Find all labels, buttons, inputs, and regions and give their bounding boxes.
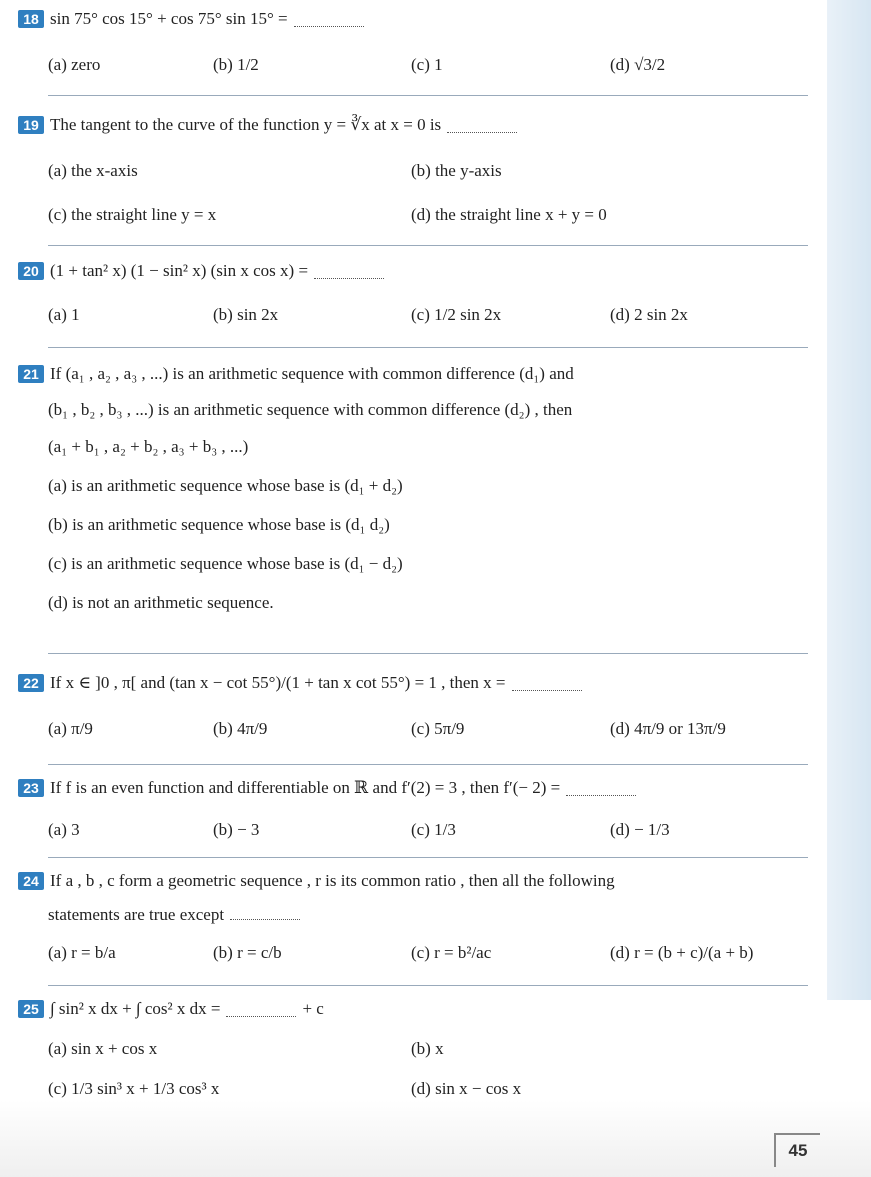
question-number: 25 [18,1000,44,1018]
option-d[interactable]: (d) √3/2 [610,55,666,74]
answer-blank [512,676,582,691]
question-number: 19 [18,116,44,134]
option-a[interactable]: (a) 1 [48,305,80,324]
question-stem-line: If a , b , c form a geometric sequence , r is its common ratio , then all the following [50,871,615,890]
option-d[interactable]: (d) 4π/9 or 13π/9 [610,719,726,738]
answer-blank [230,905,300,920]
option-a[interactable]: (a) the x-axis [48,161,138,180]
option-d[interactable]: (d) 2 sin 2x [610,305,688,324]
question-stem: sin 75° cos 15° + cos 75° sin 15° = [50,9,288,28]
option-a[interactable]: (a) is an arithmetic sequence whose base is (d₁ + d₂) [48,476,403,495]
question-24 [18,870,808,964]
option-c[interactable]: (c) is an arithmetic sequence whose base is (d₁ − d₂) [48,554,403,573]
page-edge-shadow [827,0,871,1000]
question-number: 18 [18,10,44,28]
question-25 [18,998,808,1100]
question-number: 22 [18,674,44,692]
question-suffix: + c [302,999,324,1018]
option-c[interactable]: (c) 1/2 sin 2x [411,305,502,324]
divider [48,347,808,348]
question-number: 21 [18,365,44,383]
option-b[interactable]: (b) x [411,1039,444,1058]
answer-blank [294,12,364,27]
answer-blank [566,781,636,796]
option-a[interactable]: (a) zero [48,55,101,74]
option-d[interactable]: (d) r = (b + c)/(a + b) [610,943,754,962]
option-d[interactable]: (d) sin x − cos x [411,1079,522,1098]
divider [48,95,808,96]
option-b[interactable]: (b) the y-axis [411,161,502,180]
option-c[interactable]: (c) 1/3 [411,820,456,839]
question-19 [18,114,808,226]
question-23 [18,777,808,841]
divider [48,985,808,986]
option-a[interactable]: (a) 3 [48,820,80,839]
question-18 [18,8,808,76]
question-stem: (1 + tan² x) (1 − sin² x) (sin x cos x) = [50,261,309,280]
answer-blank [226,1002,296,1017]
option-c[interactable]: (c) the straight line y = x [48,205,217,224]
question-stem-line: (a₁ + b₁ , a₂ + b₂ , a₃ + b₃ , ...) [48,437,249,456]
question-number: 23 [18,779,44,797]
option-c[interactable]: (c) r = b²/ac [411,943,492,962]
page-bottom-shadow [0,1100,871,1177]
option-c[interactable]: (c) 1/3 sin³ x + 1/3 cos³ x [48,1079,220,1098]
divider [48,245,808,246]
question-stem-line: If (a₁ , a₂ , a₃ , ...) is an arithmetic sequence with common difference (d₁) and [50,364,574,383]
option-d[interactable]: (d) the straight line x + y = 0 [411,205,607,224]
question-21 [18,363,808,614]
question-stem-line: statements are true except [48,905,225,924]
question-stem: If f is an even function and differentiable on ℝ and f′(2) = 3 , then f′(− 2) = [50,778,561,797]
answer-blank [314,264,384,279]
option-a[interactable]: (a) r = b/a [48,943,116,962]
question-stem-line: (b₁ , b₂ , b₃ , ...) is an arithmetic sequence with common difference (d₂) , then [48,400,573,419]
question-20 [18,260,808,326]
question-stem: The tangent to the curve of the function y = ∛x at x = 0 is [50,115,442,134]
option-b[interactable]: (b) 4π/9 [213,719,268,738]
answer-blank [447,118,517,133]
question-number: 20 [18,262,44,280]
option-a[interactable]: (a) π/9 [48,719,93,738]
option-b[interactable]: (b) − 3 [213,820,260,839]
option-d[interactable]: (d) is not an arithmetic sequence. [48,593,274,612]
question-22 [18,672,808,740]
option-c[interactable]: (c) 1 [411,55,443,74]
option-b[interactable]: (b) r = c/b [213,943,282,962]
option-d[interactable]: (d) − 1/3 [610,820,670,839]
question-stem: ∫ sin² x dx + ∫ cos² x dx = [50,999,221,1018]
question-number: 24 [18,872,44,890]
option-b[interactable]: (b) 1/2 [213,55,259,74]
option-a[interactable]: (a) sin x + cos x [48,1039,158,1058]
option-c[interactable]: (c) 5π/9 [411,719,465,738]
option-b[interactable]: (b) is an arithmetic sequence whose base is (d₁ d₂) [48,515,390,534]
divider [48,764,808,765]
option-b[interactable]: (b) sin 2x [213,305,279,324]
page-number: 45 [774,1133,820,1167]
divider [48,857,808,858]
question-stem: If x ∈ ]0 , π[ and (tan x − cot 55°)/(1 + tan x cot 55°) = 1 , then x = [50,673,506,692]
divider [48,653,808,654]
worksheet-page [18,0,808,1177]
